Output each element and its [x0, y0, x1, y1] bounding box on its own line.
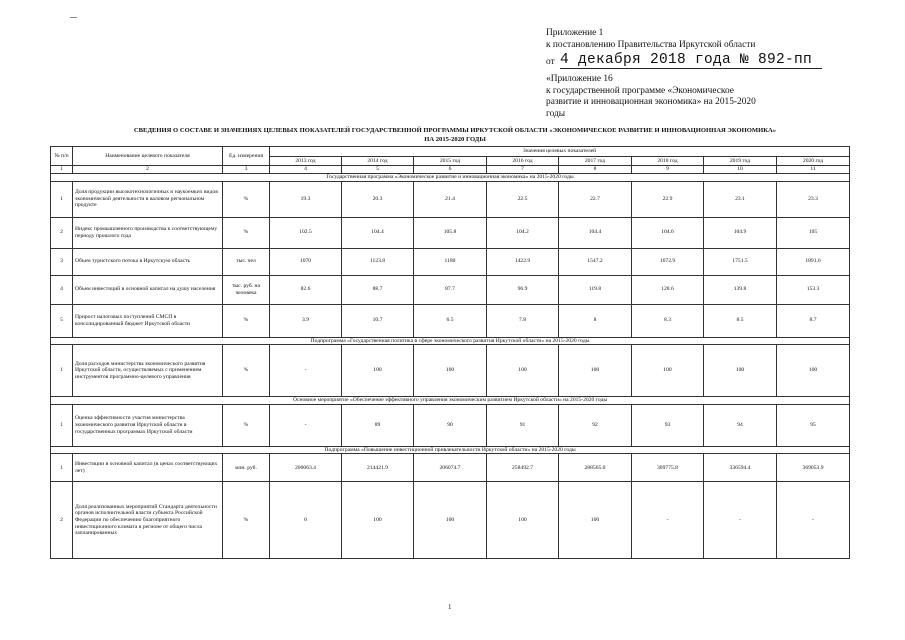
indicator-name: Оценка эффективности участия министерства экономического развития Иркутской области в государственных программах Иркутской области: [73, 404, 223, 446]
indicator-name: Инвестиции в основной капитал (в ценах соответствующих лет): [73, 454, 223, 482]
table-row: [51, 217, 850, 248]
value-cell: 8.7: [777, 304, 850, 337]
column-number: 4: [270, 166, 342, 174]
value-cell: -: [632, 482, 704, 559]
header-num: № п/п: [51, 147, 73, 166]
value-cell: 100: [704, 345, 777, 397]
value-cell: 100: [559, 482, 632, 559]
column-number: 6: [414, 166, 487, 174]
value-cell: 93: [632, 404, 704, 446]
value-cell: 119.8: [559, 275, 632, 304]
value-cell: 94: [704, 404, 777, 446]
title-line: НА 2015-2020 ГОДЫ: [424, 135, 486, 143]
row-number: 1: [51, 404, 73, 446]
value-cell: 104.2: [487, 217, 559, 248]
table-row: [51, 248, 850, 275]
value-cell: 8.5: [704, 304, 777, 337]
value-cell: 104.4: [342, 217, 414, 248]
annex-line: годы: [546, 108, 566, 119]
column-number: 3: [223, 166, 270, 174]
value-cell: 104.6: [632, 217, 704, 248]
unit-cell: %: [223, 181, 270, 217]
year-header: 2020 год: [777, 157, 850, 166]
indicator-name: Доля расходов министерства экономического развития Иркутской области, осуществляемых с применением инструментов программно-целевого управления: [73, 345, 223, 397]
table-row: [51, 454, 850, 482]
value-cell: 22.9: [632, 181, 704, 217]
value-cell: 100: [487, 482, 559, 559]
year-header: 2015 год: [414, 157, 487, 166]
value-cell: 100: [777, 345, 850, 397]
row-number: 2: [51, 217, 73, 248]
value-cell: 128.6: [632, 275, 704, 304]
value-cell: 100: [342, 482, 414, 559]
value-cell: 6.5: [414, 304, 487, 337]
value-cell: 100: [632, 345, 704, 397]
table-row: [51, 345, 850, 397]
decree-reference: [546, 53, 846, 69]
year-header: 2017 год: [559, 157, 632, 166]
header-values: Значения целевых показателей: [270, 147, 850, 157]
unit-cell: %: [223, 304, 270, 337]
value-cell: 1180: [414, 248, 487, 275]
value-cell: 336594.4: [704, 454, 777, 482]
value-cell: 8.3: [632, 304, 704, 337]
section-row: [51, 337, 850, 345]
annex-title: Приложение 1: [546, 28, 604, 38]
unit-cell: тыс. чел: [223, 248, 270, 275]
unit-cell: %: [223, 217, 270, 248]
indicator-name: Объем туристского потока в Иркутскую область: [73, 248, 223, 275]
value-cell: -: [704, 482, 777, 559]
indicator-name: Прирост налоговых поступлений СМСП в консолидированный бюджет Иркутской области: [73, 304, 223, 337]
value-cell: 7.8: [487, 304, 559, 337]
value-cell: 102.5: [270, 217, 342, 248]
value-cell: 100: [487, 345, 559, 397]
value-cell: -: [777, 482, 850, 559]
value-cell: 20.3: [342, 181, 414, 217]
section-title: Подпрограмма «Повышение инвестиционной привлекательности Иркутской области» на 2015-2020 годы: [51, 446, 850, 454]
value-cell: 96.9: [487, 275, 559, 304]
value-cell: 100: [414, 345, 487, 397]
value-cell: 105.8: [414, 217, 487, 248]
indicator-name: Объем инвестиций в основной капитал на душу населения: [73, 275, 223, 304]
value-cell: 87.7: [414, 275, 487, 304]
table-row: [51, 304, 850, 337]
column-number: 5: [342, 166, 414, 174]
decree-date-number: 4 декабря 2018 года № 892-пп: [560, 52, 822, 69]
value-cell: 139.8: [704, 275, 777, 304]
annex-line: развитие и инновационная экономика» на 2015-2020: [546, 97, 756, 107]
year-header: 2018 год: [632, 157, 704, 166]
table-row: [51, 181, 850, 217]
value-cell: 22.5: [487, 181, 559, 217]
indicators-table: [50, 146, 850, 559]
table-row: [51, 404, 850, 446]
page-number: 1: [448, 603, 452, 611]
value-cell: 214421.9: [342, 454, 414, 482]
row-number: 4: [51, 275, 73, 304]
column-number: 2: [73, 166, 223, 174]
year-header: 2019 год: [704, 157, 777, 166]
year-header: 2013 год: [270, 157, 342, 166]
value-cell: 1070: [270, 248, 342, 275]
table-row: [51, 275, 850, 304]
value-cell: 200063.4: [270, 454, 342, 482]
value-cell: 105: [777, 217, 850, 248]
annex-header: [546, 28, 846, 120]
value-cell: 8: [559, 304, 632, 337]
value-cell: 1751.5: [704, 248, 777, 275]
column-number: 9: [632, 166, 704, 174]
value-cell: 88.7: [342, 275, 414, 304]
value-cell: 104.9: [704, 217, 777, 248]
header-unit: Ед. измерения: [223, 147, 270, 166]
header-name: Наименование целевого показателя: [73, 147, 223, 166]
indicator-name: Доля реализованных мероприятий Стандарта деятельности органов исполнительной власти субъекта Российской Федерации по обеспечению благоприятного инвестиционного климата в регионе от общего числа запланированных: [73, 482, 223, 559]
value-cell: 309775.8: [632, 454, 704, 482]
value-cell: 10.7: [342, 304, 414, 337]
section-title: Подпрограмма «Государственная политика в сфере экономического развития Иркутской области» на 2015-2020 годы: [51, 337, 850, 345]
value-cell: 22.7: [559, 181, 632, 217]
value-cell: 258492.7: [487, 454, 559, 482]
section-title: Основное мероприятие «Обеспечение эффективного управления экономическим развитием Иркутской области» на 2015-2020 годы: [51, 397, 850, 405]
value-cell: 1123.8: [342, 248, 414, 275]
indicator-name: Индекс промышленного производства к соответствующему периоду прошлого года: [73, 217, 223, 248]
column-number: 1: [51, 166, 73, 174]
decree-from-label: от: [546, 57, 555, 67]
value-cell: -: [270, 404, 342, 446]
row-number: 1: [51, 454, 73, 482]
unit-cell: тыс. руб. на человека: [223, 275, 270, 304]
row-number: 2: [51, 482, 73, 559]
unit-cell: млн. руб.: [223, 454, 270, 482]
section-row: [51, 174, 850, 182]
value-cell: 92: [559, 404, 632, 446]
annex-line: к государственной программе «Экономическое: [546, 85, 734, 96]
value-cell: 288565.0: [559, 454, 632, 482]
indicator-name: Доля продукции высокотехнологичных и наукоемких видов экономической деятельности в валовом региональном продукте: [73, 181, 223, 217]
value-cell: 0: [270, 482, 342, 559]
row-number: 1: [51, 345, 73, 397]
unit-cell: %: [223, 345, 270, 397]
value-cell: 91: [487, 404, 559, 446]
value-cell: 3.9: [270, 304, 342, 337]
value-cell: 23.3: [777, 181, 850, 217]
value-cell: 369053.9: [777, 454, 850, 482]
row-number: 3: [51, 248, 73, 275]
row-number: 1: [51, 181, 73, 217]
table-row: [51, 482, 850, 559]
value-cell: 1547.2: [559, 248, 632, 275]
value-cell: 100: [414, 482, 487, 559]
section-title: Государственная программа «Экономическое развитие и инновационная экономика» на 2015-2020 годы: [51, 174, 850, 182]
column-number: 10: [704, 166, 777, 174]
value-cell: 89: [342, 404, 414, 446]
column-number: 8: [559, 166, 632, 174]
row-number: 5: [51, 304, 73, 337]
value-cell: 104.4: [559, 217, 632, 248]
unit-cell: %: [223, 482, 270, 559]
value-cell: 1422.9: [487, 248, 559, 275]
column-number: 11: [777, 166, 850, 174]
value-cell: 90: [414, 404, 487, 446]
year-header: 2016 год: [487, 157, 559, 166]
value-cell: 153.3: [777, 275, 850, 304]
document-title: [60, 127, 850, 144]
column-number: 7: [487, 166, 559, 174]
annex-line: к постановлению Правительства Иркутской области: [546, 39, 756, 50]
value-cell: 95: [777, 404, 850, 446]
title-line: СВЕДЕНИЯ О СОСТАВЕ И ЗНАЧЕНИЯХ ЦЕЛЕВЫХ ПОКАЗАТЕЛЕЙ ГОСУДАРСТВЕННОЙ ПРОГРАММЫ ИРКУТСКОЙ ОБЛАСТИ «ЭКОНОМИЧЕСКОЕ РАЗВИТИЕ И ИННОВАЦИОННАЯ ЭКОНОМИКА»: [133, 127, 777, 134]
value-cell: -: [270, 345, 342, 397]
annex-line: «Приложение 16: [546, 74, 613, 84]
section-row: [51, 446, 850, 454]
value-cell: 206074.7: [414, 454, 487, 482]
value-cell: 1891.6: [777, 248, 850, 275]
value-cell: 1672.9: [632, 248, 704, 275]
corner-mark: [70, 17, 77, 18]
section-row: [51, 397, 850, 405]
value-cell: 100: [342, 345, 414, 397]
unit-cell: %: [223, 404, 270, 446]
year-header: 2014 год: [342, 157, 414, 166]
value-cell: 23.1: [704, 181, 777, 217]
value-cell: 19.3: [270, 181, 342, 217]
value-cell: 82.6: [270, 275, 342, 304]
value-cell: 21.4: [414, 181, 487, 217]
value-cell: 100: [559, 345, 632, 397]
